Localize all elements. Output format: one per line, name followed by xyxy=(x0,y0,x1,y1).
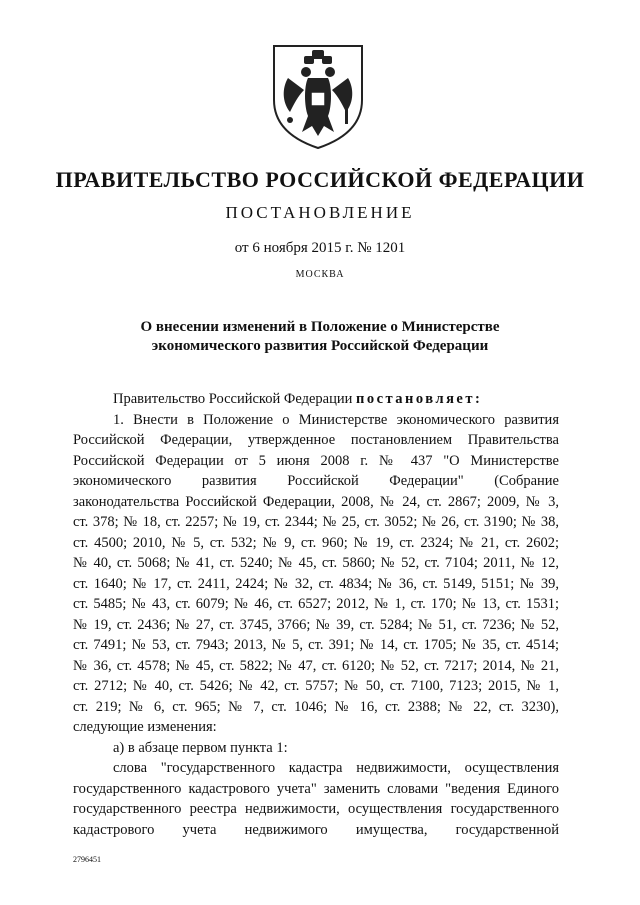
decree-date-number: от 6 ноября 2015 г. № 1201 xyxy=(234,240,406,256)
issue-city: МОСКВА xyxy=(295,269,345,280)
body-line: Российской Федерации, утвержденное постановлением Правительства xyxy=(73,432,559,448)
coat-of-arms-icon xyxy=(268,42,368,152)
body-line: № 36, ст. 4578; № 45, ст. 5822; № 47, ст. 6120; № 52, ст. 7217; 2014, № 21, xyxy=(73,657,559,674)
body-line: кадастрового учета недвижимого имущества, государственной xyxy=(73,821,559,838)
body-line: Российской Федерации от 5 июня 2008 г. № 437 "О Министерстве xyxy=(73,452,559,469)
intro-text: Правительство Российской Федерации xyxy=(113,391,356,407)
body-line: экономического развития Российской Федерации" (Собрание xyxy=(73,473,559,489)
body-line: ст. 5485; № 43, ст. 6079; № 46, ст. 6527; 2012, № 1, ст. 170; № 13, ст. 1531; xyxy=(73,596,559,612)
document-type: ПОСТАНОВЛЕНИЕ xyxy=(225,203,415,222)
body-line: ст. 4500; 2010, № 5, ст. 532; № 9, ст. 960; № 19, ст. 2324; № 21, ст. 2602; xyxy=(73,534,559,551)
body-line: ст. 7491; № 53, ст. 7943; 2013, № 5, ст. 391; № 14, ст. 1705; № 35, ст. 4514; xyxy=(73,637,559,653)
body-line: 1. Внести в Положение о Министерстве экономического развития xyxy=(113,411,559,428)
decree-body xyxy=(73,389,559,840)
subject-line: О внесении изменений в Положение о Министерстве xyxy=(140,319,500,335)
government-title: ПРАВИТЕЛЬСТВО РОССИЙСКОЙ ФЕДЕРАЦИИ xyxy=(55,167,585,192)
body-line: а) в абзаце первом пункта 1: xyxy=(113,739,288,756)
body-line: законодательства Российской Федерации, 2008, № 24, ст. 2867; 2009, № 3, xyxy=(73,493,559,510)
body-line: ст. 1640; № 17, ст. 2411, 2424; № 32, ст. 4834; № 36, ст. 5149, 5151; № 39, xyxy=(73,575,559,592)
body-line: государственного реестра недвижимости, осуществления государственного xyxy=(73,801,559,817)
body-line: следующие изменения: xyxy=(73,719,217,735)
body-line: ст. 378; № 18, ст. 2257; № 19, ст. 2344; № 25, ст. 3052; № 26, ст. 3190; № 38, xyxy=(73,514,559,530)
body-line: ст. 2712; № 40, ст. 5426; № 42, ст. 5757; № 50, ст. 7100, 7123; 2015, № 1, xyxy=(73,678,559,694)
subject-line: экономического развития Российской Федерации xyxy=(151,338,489,354)
document-id: 2796451 xyxy=(73,855,101,864)
body-line: слова "государственного кадастра недвижимости, осуществления xyxy=(113,760,559,776)
intro-verb: постановляет: xyxy=(355,391,483,407)
body-line: № 40, ст. 5068; № 41, ст. 5240; № 45, ст. 5860; № 52, ст. 7104; 2011, № 12, xyxy=(73,555,559,571)
body-line: государственного кадастрового учета" заменить словами "ведения Единого xyxy=(73,780,559,797)
body-line: № 19, ст. 2436; № 27, ст. 3745, 3766; № 39, ст. 5284; № 51, ст. 7236; № 52, xyxy=(73,616,559,633)
body-line: ст. 219; № 6, ст. 965; № 7, ст. 1046; № 16, ст. 2388; № 22, ст. 3230), xyxy=(73,698,559,715)
decree-subject xyxy=(0,318,640,356)
intro-paragraph xyxy=(73,389,559,410)
